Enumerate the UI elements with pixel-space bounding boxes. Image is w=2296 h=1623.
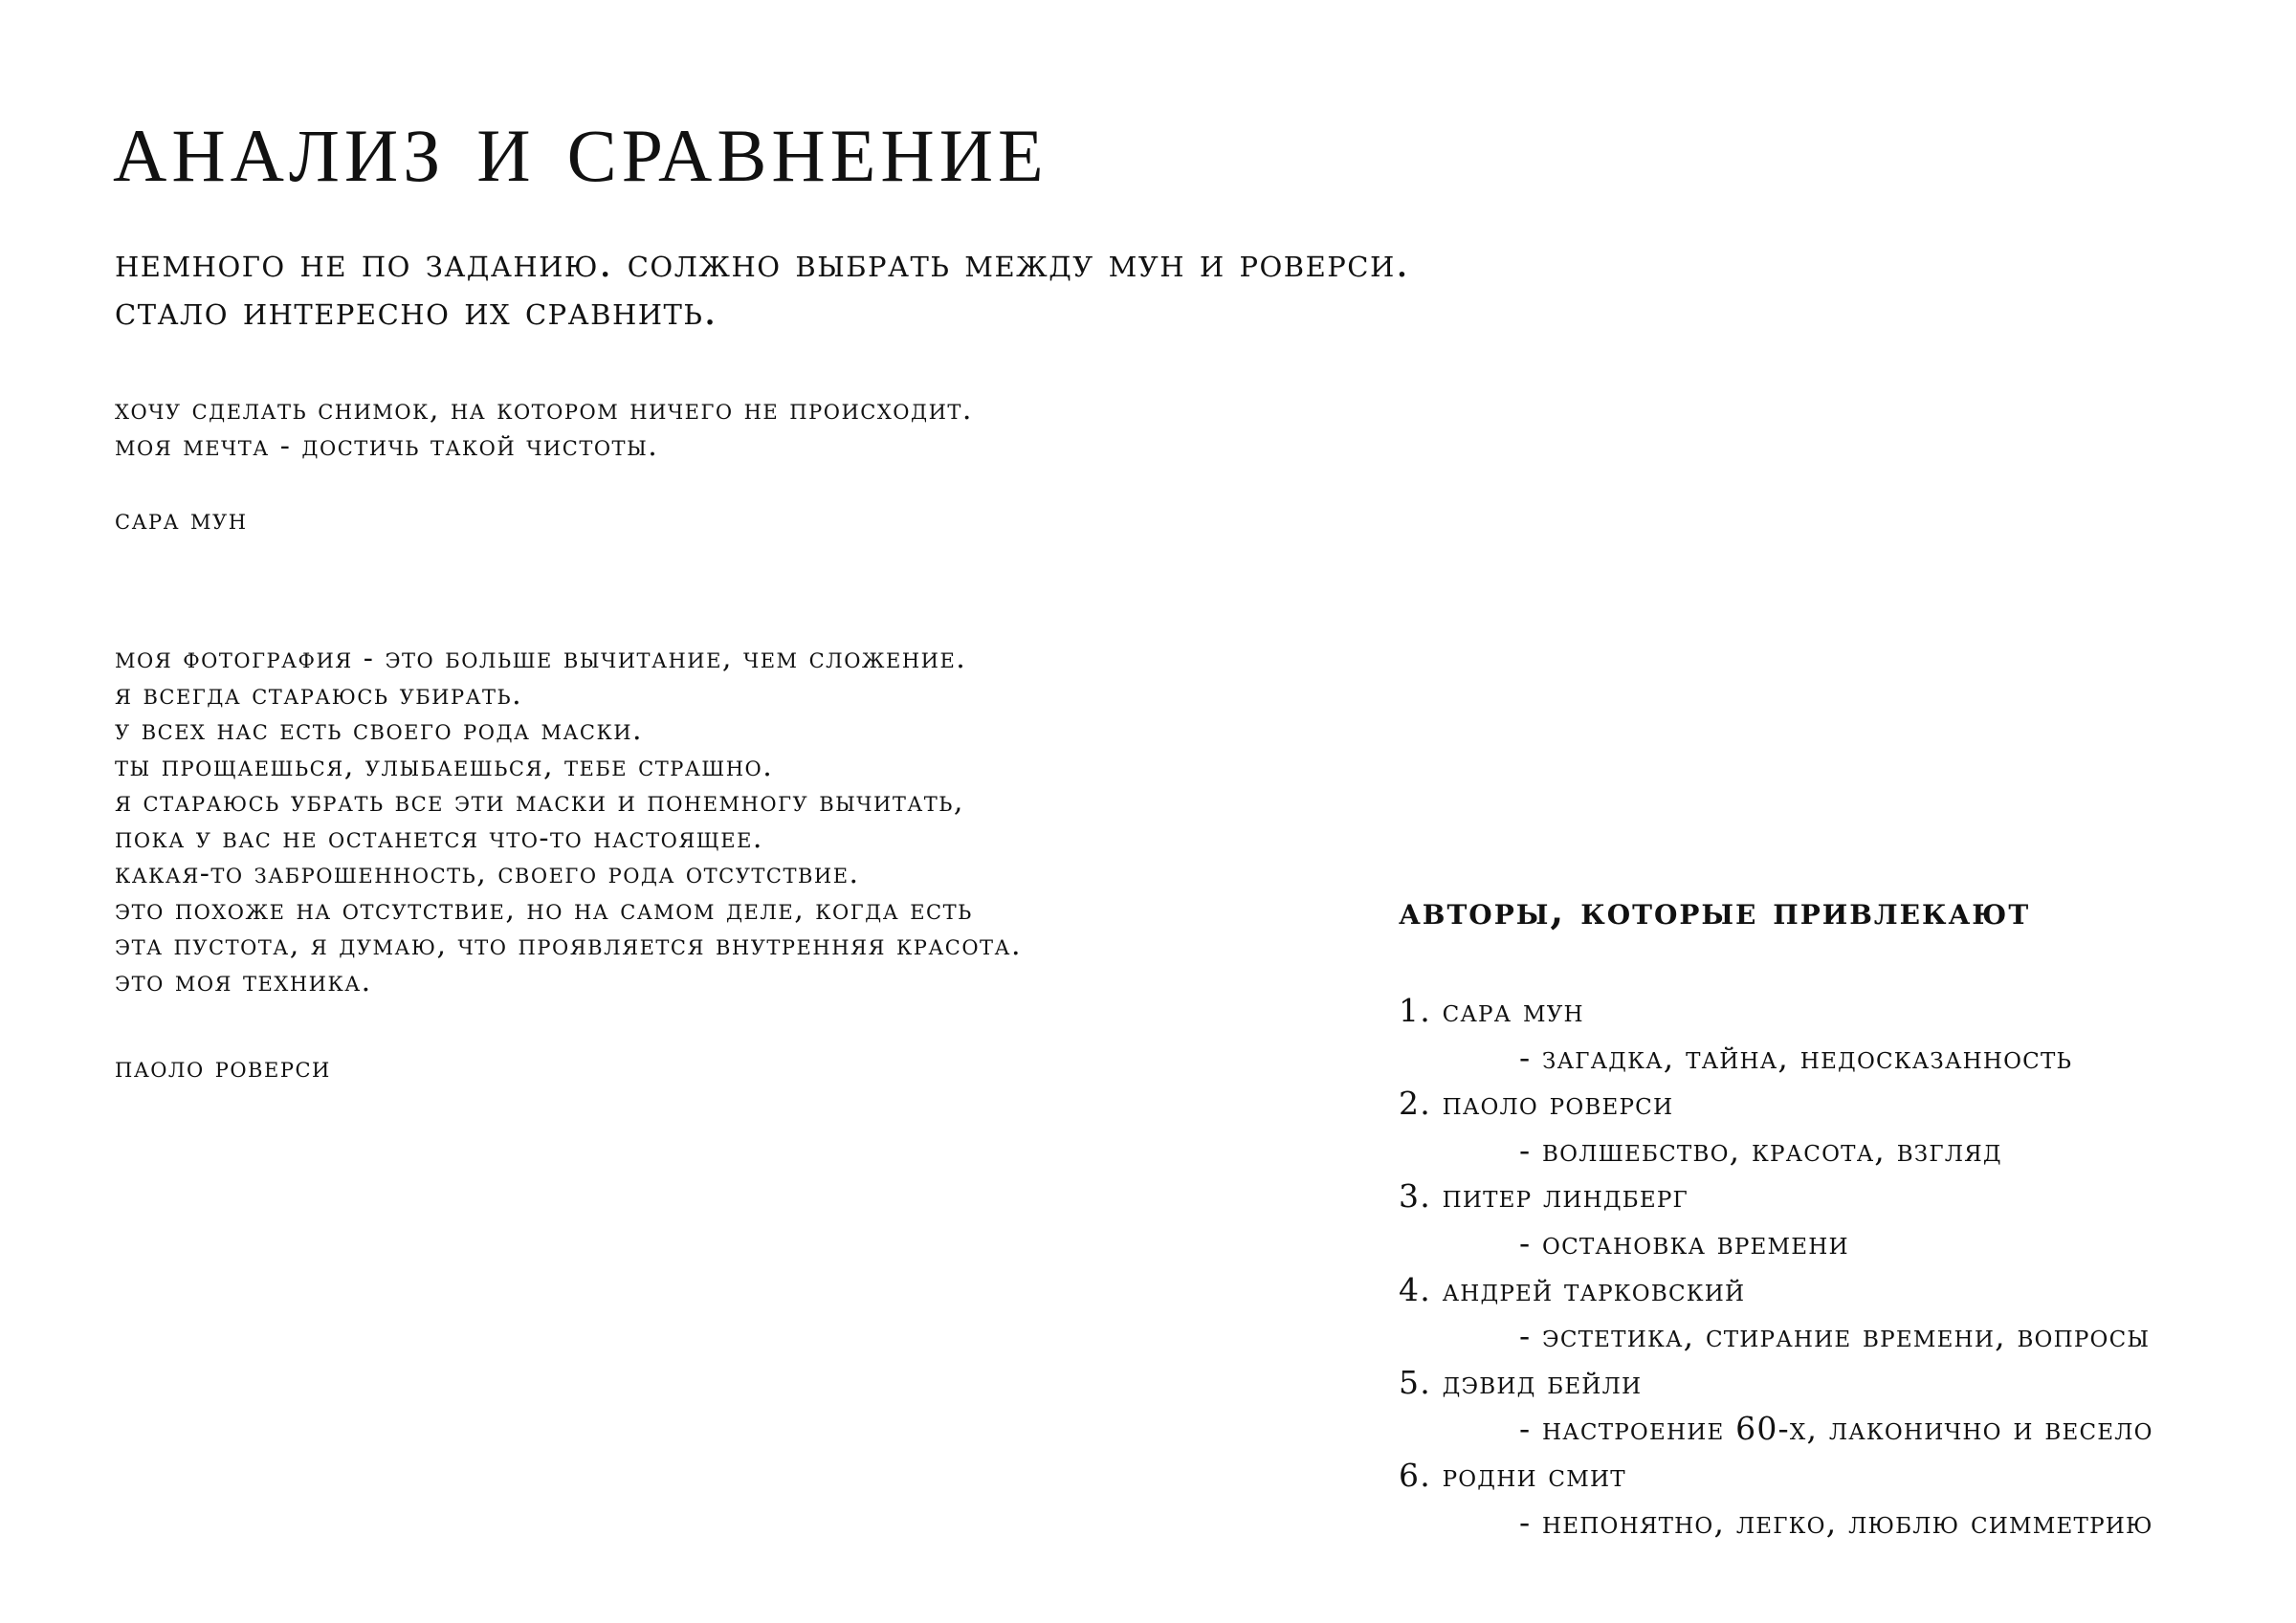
author-description: - остановка времени [1519, 1223, 1849, 1261]
author-entry [1399, 1360, 2153, 1453]
author-entry [1399, 1267, 2153, 1360]
author-entry [1399, 1081, 2153, 1173]
intro-text [115, 239, 1410, 335]
author-description: - настроение 60-х, лаконично и весело [1519, 1410, 2153, 1448]
author-entry [1399, 1453, 2153, 1546]
authors-heading: авторы, которые привлекают [1399, 888, 2031, 933]
intro-line: немного не по заданию. солжно выбрать между мун и роверси. [115, 239, 1410, 286]
author-description: - непонятно, легко, люблю симметрию [1519, 1502, 2153, 1541]
quote-line: моя мечта - достичь такой чистоты. [115, 428, 659, 463]
quote-paolo-roversi [115, 641, 1022, 999]
quote-line: какая-то заброшенность, своего рода отсутствие. [115, 857, 860, 890]
author-name: 2. паоло роверси [1399, 1085, 1674, 1123]
authors-list [1399, 988, 2153, 1546]
author-description: - волшебство, красота, взгляд [1519, 1130, 2002, 1169]
quote-line: моя фотография - это больше вычитание, чем сложение. [115, 642, 967, 675]
quote-line: я стараюсь убрать все эти маски и понемногу вычитать, [115, 785, 964, 819]
author-name: 6. родни смит [1399, 1456, 1626, 1494]
quote-line: я всегда стараюсь убирать. [115, 677, 523, 712]
quote-line: хочу сделать снимок, на котором ничего не происходит. [115, 393, 973, 427]
author-description: - эстетика, стирание времени, вопросы [1519, 1317, 2151, 1355]
page-title: анализ и сравнение [113, 86, 1049, 205]
quote-author-paolo-roversi: паоло роверси [115, 1051, 331, 1085]
author-description: - загадка, тайна, недосказанность [1519, 1038, 2073, 1076]
quote-line: это моя техника. [115, 964, 372, 998]
quote-line: это похоже на отсутствие, но на самом деле, когда есть [115, 892, 973, 927]
intro-line: стало интересно их сравнить. [115, 287, 718, 334]
quote-line: пока у вас не останется что-то настоящее. [115, 821, 763, 855]
quote-line: у всех нас есть своего рода маски. [115, 713, 644, 747]
author-name: 4. андрей тарковский [1399, 1270, 1746, 1308]
quote-line: эта пустота, я думаю, что проявляется внутренняя красота. [115, 929, 1022, 962]
quote-sara-moon [115, 392, 973, 464]
author-name: 5. дэвид бейли [1399, 1363, 1643, 1401]
author-name: 3. питер линдберг [1399, 1177, 1689, 1216]
author-entry [1399, 1173, 2153, 1266]
quote-author-sara-moon: сара мун [115, 503, 248, 537]
author-entry [1399, 988, 2153, 1081]
quote-line: ты прощаешься, улыбаешься, тебе страшно. [115, 749, 774, 783]
author-name: 1. сара мун [1399, 992, 1584, 1029]
